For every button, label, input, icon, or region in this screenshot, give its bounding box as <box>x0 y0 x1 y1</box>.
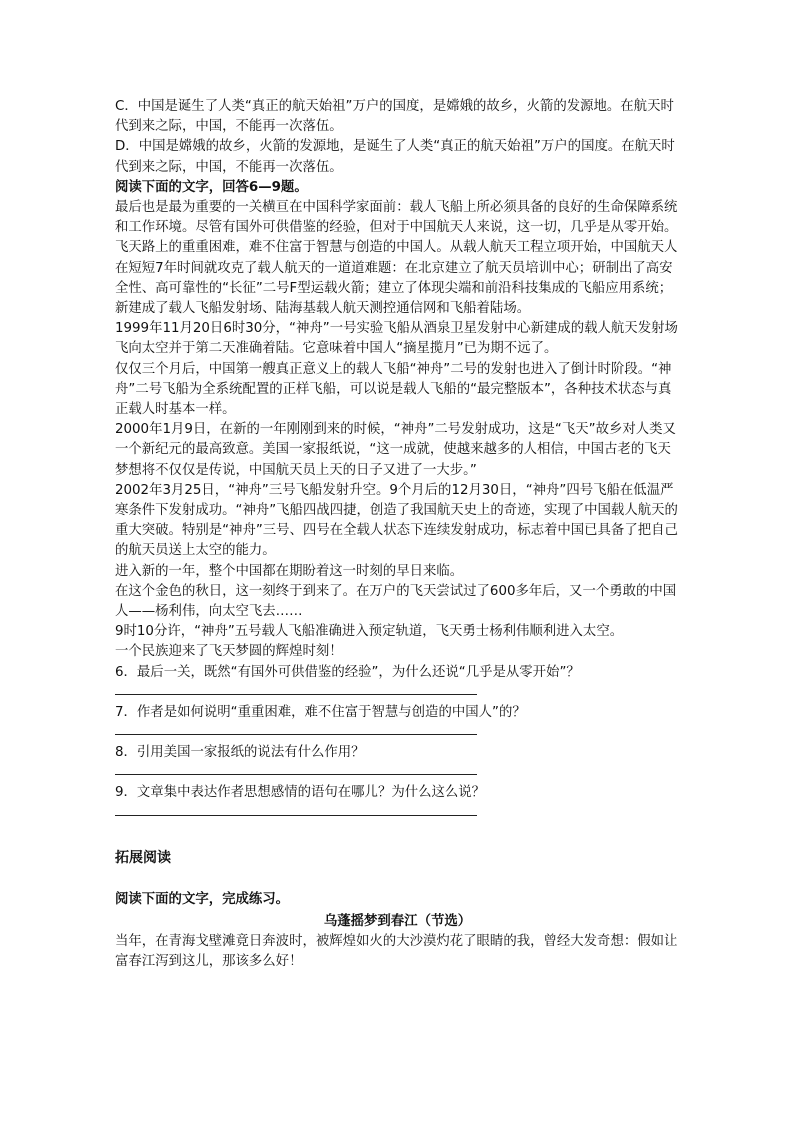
option-c: C．中国是诞生了人类“真正的航天始祖”万户的国度，是嫦娥的故乡，火箭的发源地。在航天时代到来之际，中国，不能再一次落伍。 <box>115 99 674 135</box>
passage-paragraph: 在这个金色的秋日，这一刻终于到来了。在万户的飞天尝试过了600多年后，又一个勇敢的中国人——杨利伟，向太空飞去…… <box>115 583 677 620</box>
answer-line-6[interactable] <box>115 694 477 695</box>
question-7: 7．作者是如何说明“重重困难，难不住富于智慧与创造的中国人”的？ <box>115 704 526 720</box>
passage-paragraph: 飞天路上的重重困难，难不住富于智慧与创造的中国人。从载人航天工程立项开始，中国航天人在短短7年时间就攻克了载人航天的一道道难题：在北京建立了航天员培训中心；研制出了高安全性、高可靠性的“长征”二号F型运载火箭；建立了体现尖端和前沿科技集成的飞船应用系统；新建成了载人飞船发射场、陆海基载人航天测控通信网和飞船着陆场。 <box>115 240 678 317</box>
article-title: 乌蓬摇梦到春江（节选） <box>323 913 472 929</box>
passage-paragraph: 一个民族迎来了飞天梦圆的辉煌时刻！ <box>115 644 343 660</box>
passage-paragraph: 2002年3月25日，“神舟”三号飞船发射升空。9个月后的12月30日，“神舟”四号飞船在低温严寒条件下发射成功。“神舟”飞船四战四捷，创造了我国航天史上的奇迹，实现了中国载人航天的重大突破。特别是“神舟”三号、四号在全载人状态下连续发射成功，标志着中国已具备了把自己的航天员送上太空的能力。 <box>115 482 678 559</box>
option-d: D．中国是嫦娥的故乡，火箭的发源地，是诞生了人类“真正的航天始祖”万户的国度。在航天时代到来之际，中国，不能再一次落伍。 <box>115 139 675 175</box>
passage-paragraph: 仅仅三个月后，中国第一艘真正意义上的载人飞船“神舟”二号的发射也进入了倒计时阶段。“神舟”二号飞船为全系统配置的正样飞船，可以说是载人飞船的“最完整版本”，各种技术状态与真正载人时基本一样。 <box>115 361 672 418</box>
document-page <box>115 97 680 973</box>
answer-line-7[interactable] <box>115 734 477 735</box>
section-title: 拓展阅读 <box>115 849 171 866</box>
extended-reading-instruction: 阅读下面的文字，完成练习。 <box>115 891 290 907</box>
article-paragraph: 当年，在青海戈壁滩竟日奔波时，被辉煌如火的大沙漠灼花了眼睛的我，曾经大发奇想：假如让富春江泻到这儿，那该多么好！ <box>115 934 678 970</box>
passage-paragraph: 9时10分许，“神舟”五号载人飞船准确进入预定轨道，飞天勇士杨利伟顺利进入太空。 <box>115 624 624 640</box>
question-8: 8．引用美国一家报纸的说法有什么作用？ <box>115 745 365 761</box>
passage-paragraph: 2000年1月9日，在新的一年刚刚到来的时候，“神舟”二号发射成功，这是“飞天”故乡对人类又一个新纪元的最高致意。美国一家报纸说，“这一成就，使越来越多的人相信，中国古老的飞天梦想将不仅仅是传说，中国航天员上天的日子又进了一大步。” <box>115 422 676 478</box>
question-9: 9．文章集中表达作者思想感情的语句在哪儿？为什么这么说？ <box>115 785 486 801</box>
passage-paragraph: 1999年11月20日6时30分，“神舟”一号实验飞船从酒泉卫星发射中心新建成的载人航天发射场飞向太空并于第二天准确着陆。它意味着中国人“摘星揽月”已为期不远了。 <box>115 321 678 357</box>
answer-line-8[interactable] <box>115 774 477 775</box>
passage-paragraph: 最后也是最为重要的一关横亘在中国科学家面前：载人飞船上所必须具备的良好的生命保障系统和工作环境。尽管有国外可供借鉴的经验，但对于中国航天人来说，这一切，几乎是从零开始。 <box>115 200 678 236</box>
answer-line-9[interactable] <box>115 815 477 816</box>
question-6: 6．最后一关，既然“有国外可供借鉴的经验”，为什么还说“几乎是从零开始”？ <box>115 664 580 680</box>
reading-instruction: 阅读下面的文字，回答6—9题。 <box>115 179 308 195</box>
passage-paragraph: 进入新的一年，整个中国都在期盼着这一时刻的早日来临。 <box>115 563 464 579</box>
